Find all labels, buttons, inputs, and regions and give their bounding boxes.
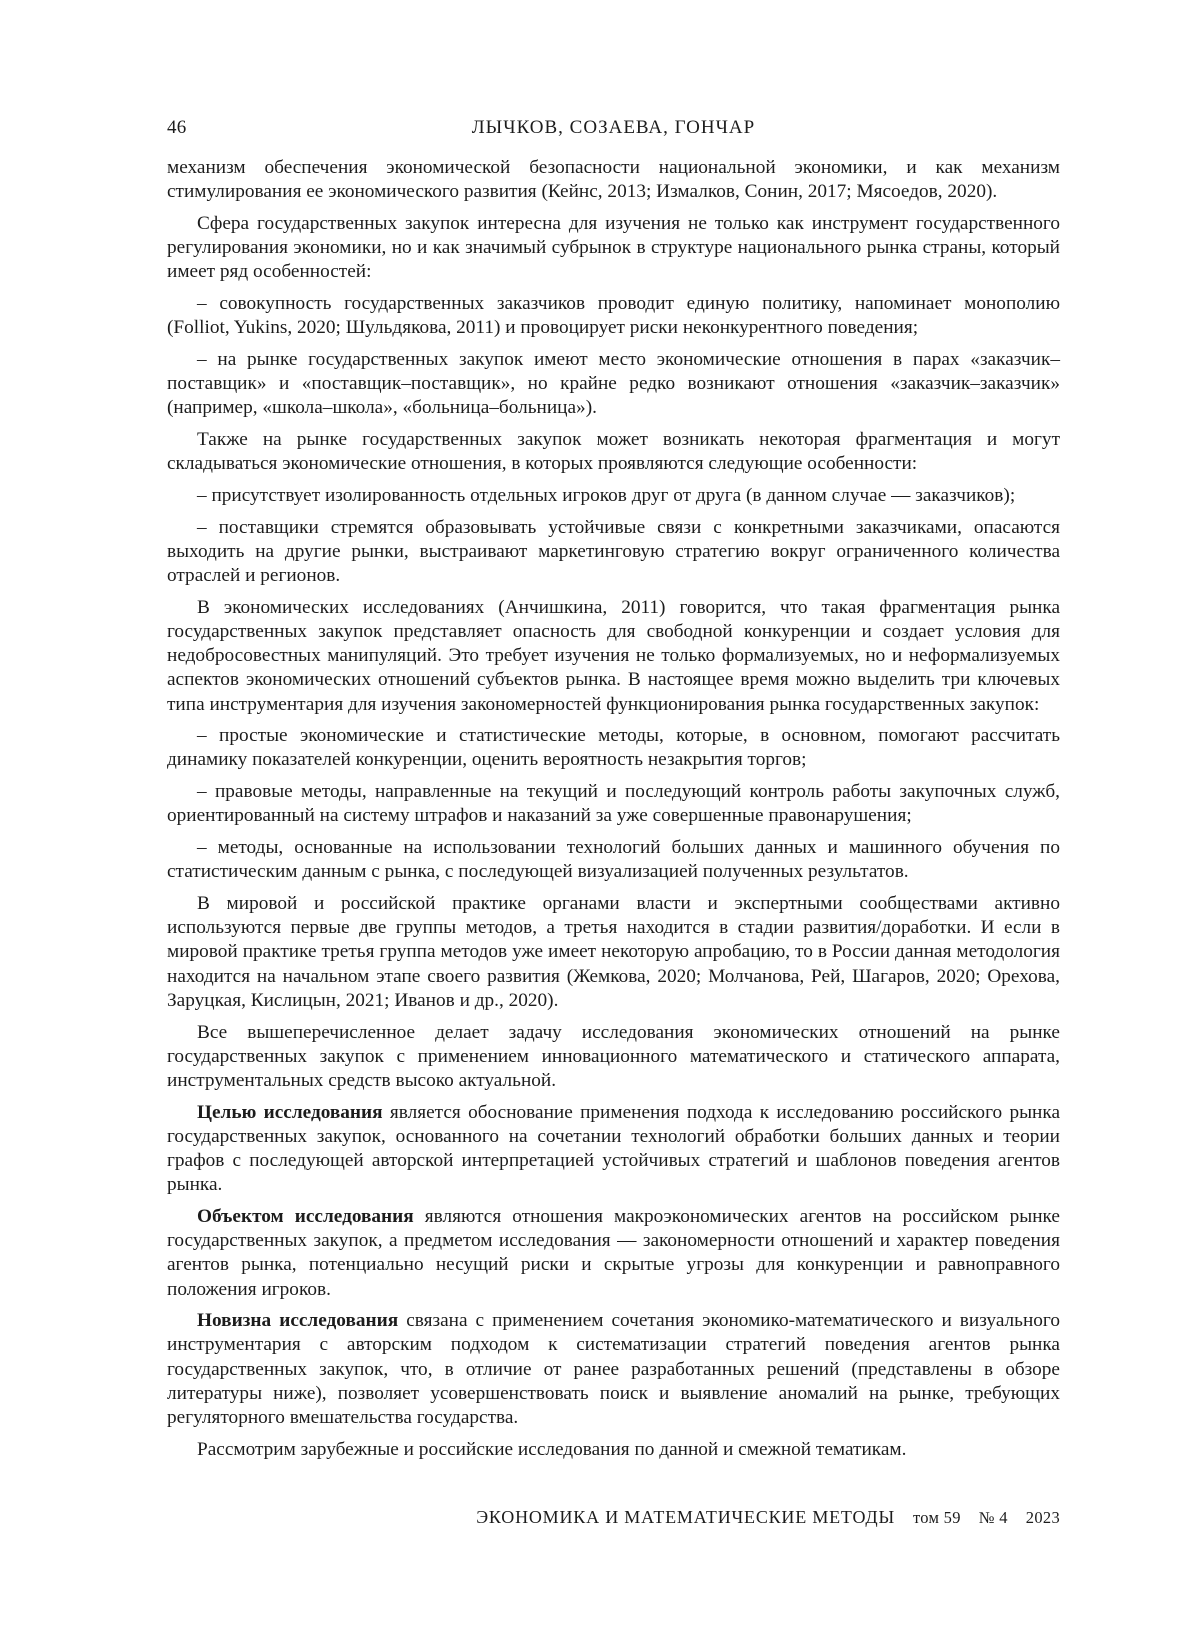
paragraph-text: – правовые методы, направленные на текущий и последующий контроль работы закупочных служб, ориентированный на систему штрафов и наказаний за уже совершенные правонарушения;	[167, 781, 1060, 826]
paragraph-text: – совокупность государственных заказчиков проводит единую политику, напоминает монополию (Folliot, Yukins, 2020; Шульдякова, 2011) и провоцирует риски неконкурентного поведения;	[167, 293, 1060, 338]
paragraph-text: – методы, основанные на использовании технологий больших данных и машинного обучения по статистическим данным с рынка, с последующей визуализацией полученных результатов.	[167, 837, 1060, 882]
paragraph-text: Также на рынке государственных закупок может возникать некоторая фрагментация и могут складываться экономические отношения, в которых проявляются следующие особенности:	[167, 429, 1060, 474]
paragraph-text: – на рынке государственных закупок имеют место экономические отношения в парах «заказчик–поставщик» и «поставщик–поставщик», но крайне редко возникают отношения «заказчик–заказчик» (например, «школа–школа», «больница–больница»).	[167, 349, 1060, 418]
page-header	[167, 117, 1060, 147]
journal-page	[167, 117, 1060, 1469]
paragraph	[167, 596, 1060, 717]
paragraph-text: – присутствует изолированность отдельных игроков друг от друга (в данном случае — заказчиков);	[197, 485, 1015, 506]
paragraph-text: Сфера государственных закупок интересна для изучения не только как инструмент государственного регулирования экономики, но и как значимый субрынок в структуре национального рынка страны, который имеет ряд особенностей:	[167, 213, 1060, 282]
paragraph	[167, 1205, 1060, 1302]
paragraph-text: В экономических исследованиях (Анчишкина, 2011) говорится, что такая фрагментация рынка государственных закупок представляет опасность для свободной конкуренции и создает условия для недобросовестных манипуляций. Это требует изучения не только формализуемых, но и неформализуемых аспектов экономических отношений субъектов рынка. В настоящее время можно выделить три ключевых типа инструментария для изучения закономерностей функционирования рынка государственных закупок:	[167, 597, 1060, 715]
journal-name: ЭКОНОМИКА И МАТЕМАТИЧЕСКИЕ МЕТОДЫ	[476, 1507, 895, 1527]
paragraph-text: являются отношения макроэкономических агентов на российском рынке государственных закупок, а предметом исследования — закономерности отношений и характер поведения агентов рынка, потенциально несущий риски и скрытые угрозы для конкуренции и равноправного положения игроков.	[167, 1206, 1060, 1300]
article-body	[167, 156, 1060, 1462]
paragraph	[167, 892, 1060, 1013]
paragraph-text: механизм обеспечения экономической безопасности национальной экономики, и как механизм стимулирования ее экономического развития (Кейнс, 2013; Измалков, Сонин, 2017; Мясоедов, 2020).	[167, 157, 1060, 202]
journal-issue: № 4	[979, 1508, 1008, 1527]
page-footer	[167, 1507, 1060, 1528]
paragraph	[167, 212, 1060, 285]
list-item	[167, 484, 1060, 508]
bold-lead: Объектом исследования	[197, 1206, 414, 1227]
running-title: ЛЫЧКОВ, СОЗАЕВА, ГОНЧАР	[227, 117, 1060, 139]
paragraph	[167, 1021, 1060, 1094]
paragraph	[167, 1438, 1060, 1462]
bold-lead: Целью исследования	[197, 1102, 383, 1123]
paragraph	[167, 156, 1060, 204]
paragraph-text: связана с применением сочетания экономико-математического и визуального инструментария с авторским подходом к систематизации стратегий поведения агентов рынка государственных закупок, что, в отличие от ранее разработанных решений (представлены в обзоре литературы ниже), позволяет усовершенствовать поиск и выявление аномалий на рынке, требующих регуляторного вмешательства государства.	[167, 1310, 1060, 1428]
list-item	[167, 724, 1060, 772]
paragraph-text: – простые экономические и статистические методы, которые, в основном, помогают рассчитать динамику показателей конкуренции, оценить вероятность незакрытия торгов;	[167, 725, 1060, 770]
list-item	[167, 292, 1060, 340]
list-item	[167, 516, 1060, 589]
journal-volume: том 59	[913, 1508, 961, 1527]
paragraph-text: Рассмотрим зарубежные и российские исследования по данной и смежной тематикам.	[197, 1439, 906, 1460]
list-item	[167, 780, 1060, 828]
paragraph	[167, 428, 1060, 476]
paragraph	[167, 1309, 1060, 1430]
paragraph-text: В мировой и российской практике органами власти и экспертными сообществами активно используются первые две группы методов, а третья находится в стадии развития/доработки. И если в мировой практике третья группа методов уже имеет некоторую апробацию, то в России данная методология находится на начальном этапе своего развития (Жемкова, 2020; Молчанова, Рей, Шагаров, 2020; Орехова, Заруцкая, Кислицын, 2021; Иванов и др., 2020).	[167, 893, 1060, 1011]
paragraph-text: Все вышеперечисленное делает задачу исследования экономических отношений на рынке государственных закупок с применением инновационного математического и статического аппарата, инструментальных средств высоко актуальной.	[167, 1022, 1060, 1091]
list-item	[167, 348, 1060, 421]
paragraph-text: является обоснование применения подхода к исследованию российского рынка государственных закупок, основанного на сочетании технологий обработки больших данных и теории графов с последующей авторской интерпретацией устойчивых стратегий и шаблонов поведения агентов рынка.	[167, 1102, 1060, 1196]
paragraph-text: – поставщики стремятся образовывать устойчивые связи с конкретными заказчиками, опасаются выходить на другие рынки, выстраивают маркетинговую стратегию вокруг ограниченного количества отраслей и регионов.	[167, 517, 1060, 586]
list-item	[167, 836, 1060, 884]
paragraph	[167, 1101, 1060, 1198]
bold-lead: Новизна исследования	[197, 1310, 398, 1331]
journal-year: 2023	[1026, 1508, 1060, 1527]
page-number: 46	[167, 117, 227, 139]
